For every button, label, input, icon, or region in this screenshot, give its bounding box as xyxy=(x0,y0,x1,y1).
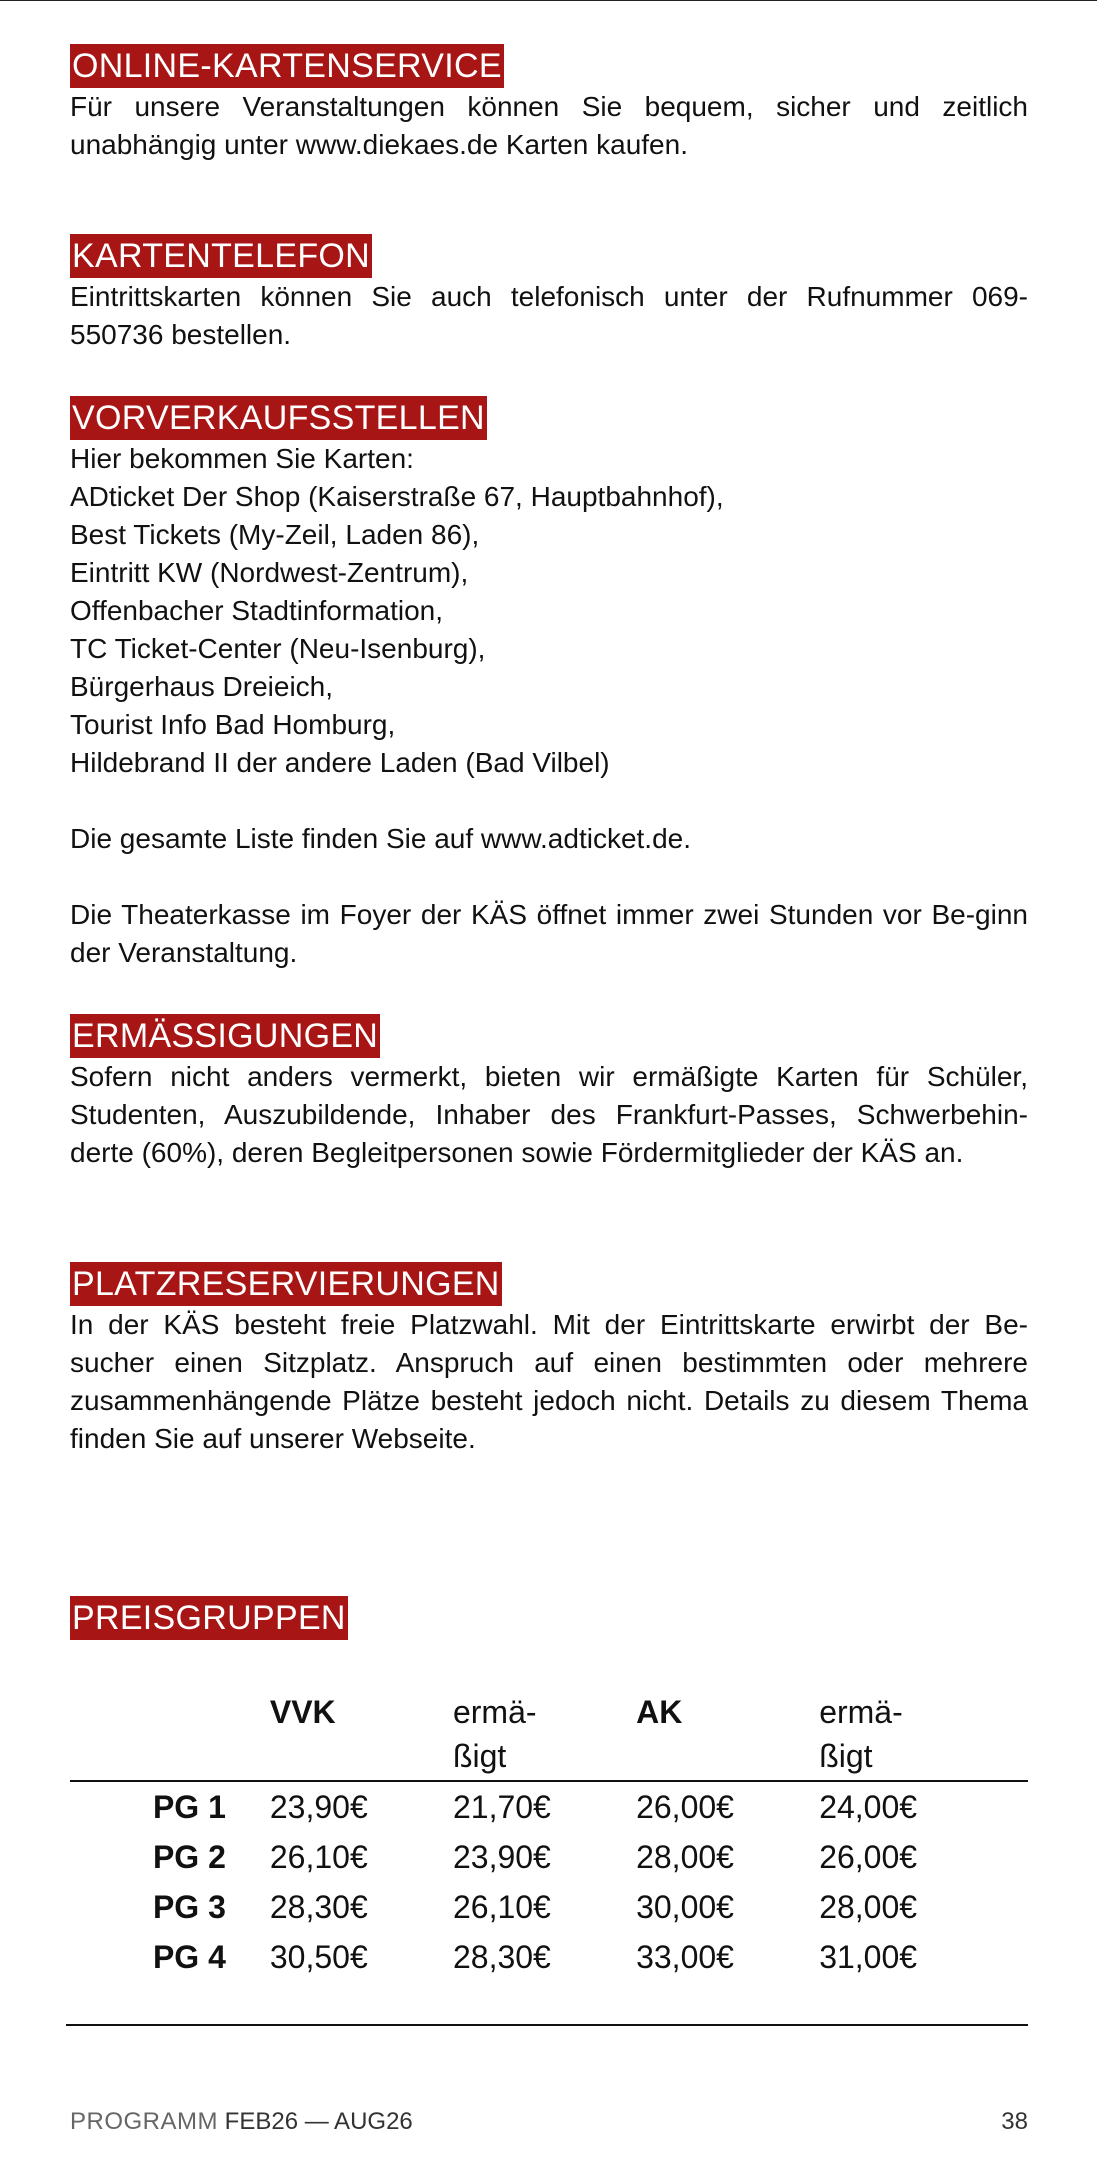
heading-seating: PLATZRESERVIERUNGEN xyxy=(70,1262,502,1306)
price-cell: 21,70€ xyxy=(452,1789,551,1825)
heading-discounts: ERMÄSSIGUNGEN xyxy=(70,1014,380,1058)
ticket-phone-text: Eintrittskarten können Sie auch telefonisch unter der Rufnummer 069-550736 bestellen. xyxy=(70,281,1028,350)
table-row xyxy=(70,1832,1028,1882)
presale-location-list xyxy=(70,478,1028,782)
spacer xyxy=(70,858,1028,896)
price-cell: 23,90€ xyxy=(452,1839,551,1875)
presale-location: ADticket Der Shop (Kaiserstraße 67, Hauptbahnhof), xyxy=(70,481,724,512)
column-header-box-office-reduced xyxy=(819,1690,1028,1781)
price-table xyxy=(70,1690,1028,1982)
price-table-header-row xyxy=(70,1690,1028,1781)
price-cell: 24,00€ xyxy=(819,1789,918,1825)
presale-location: Offenbacher Stadtinformation, xyxy=(70,595,444,626)
section-online-ticketing xyxy=(70,44,1028,164)
price-group-label: PG 1 xyxy=(152,1789,226,1825)
page-number: 38 xyxy=(1001,2108,1028,2135)
heading-ticket-phone: KARTENTELEFON xyxy=(70,234,372,278)
price-cell: 28,30€ xyxy=(269,1889,368,1925)
discounts-text: Sofern nicht anders vermerkt, bieten wir ermäßigte Karten für Schüler, Studenten, Auszubildende, Inhaber des Frankfurt-Passes, Schwerbehin-derte (60%), deren Begleitpersonen sowie Fördermitglieder der KÄS an. xyxy=(70,1061,1028,1168)
heading-price-groups: PREISGRUPPEN xyxy=(70,1596,348,1640)
presale-location: Hildebrand II der andere Laden (Bad Vilbel) xyxy=(70,747,610,778)
price-cell: 33,00€ xyxy=(636,1939,734,1975)
price-cell: 28,30€ xyxy=(452,1939,551,1975)
price-group-label: PG 4 xyxy=(152,1939,226,1975)
footer-period: FEB26 — AUG26 xyxy=(224,2108,413,2135)
column-header-presale: VVK xyxy=(270,1690,453,1781)
heading-online-ticketing: ONLINE-KARTENSERVICE xyxy=(70,44,504,88)
presale-location: TC Ticket-Center (Neu-Isenburg), xyxy=(70,633,486,664)
table-bottom-rule xyxy=(66,2024,1028,2026)
price-cell: 26,10€ xyxy=(269,1839,368,1875)
presale-location: Best Tickets (My-Zeil, Laden 86), xyxy=(70,519,480,550)
table-row xyxy=(70,1932,1028,1982)
box-office-note: Die Theaterkasse im Foyer der KÄS öffnet immer zwei Stunden vor Be-ginn der Veranstaltung. xyxy=(70,899,1028,968)
page-footer xyxy=(70,2108,1028,2138)
price-cell: 26,10€ xyxy=(452,1889,551,1925)
price-cell: 28,00€ xyxy=(819,1889,918,1925)
header-text: ermä- ßigt xyxy=(819,1694,903,1774)
presale-location: Eintritt KW (Nordwest-Zentrum), xyxy=(70,557,469,588)
footer-program: PROGRAMM xyxy=(70,2108,218,2135)
price-cell: 31,00€ xyxy=(819,1939,918,1975)
price-cell: 26,00€ xyxy=(636,1789,734,1825)
presale-location: Bürgerhaus Dreieich, xyxy=(70,671,334,702)
top-rule xyxy=(0,0,1097,1)
price-table-corner xyxy=(70,1690,270,1781)
price-cell: 23,90€ xyxy=(269,1789,368,1825)
section-ticket-phone xyxy=(70,234,1028,354)
spacer xyxy=(70,782,1028,820)
table-row xyxy=(70,1882,1028,1932)
presale-location: Tourist Info Bad Homburg, xyxy=(70,709,396,740)
online-ticketing-text: Für unsere Veranstaltungen können Sie bequem, sicher und zeitlich unabhängig unter www.diekaes.de Karten kaufen. xyxy=(70,91,1028,160)
presale-intro: Hier bekommen Sie Karten: xyxy=(70,443,414,474)
column-header-box-office: AK xyxy=(636,1690,819,1781)
price-cell: 30,00€ xyxy=(636,1889,734,1925)
section-presale-locations xyxy=(70,396,1028,972)
price-group-label: PG 3 xyxy=(152,1889,226,1925)
section-price-groups xyxy=(70,1596,1028,1640)
presale-list-note: Die gesamte Liste finden Sie auf www.adticket.de. xyxy=(70,823,692,854)
column-header-presale-reduced xyxy=(453,1690,636,1781)
footer-program-label xyxy=(70,2108,413,2136)
header-text: ermä- ßigt xyxy=(452,1694,537,1774)
price-cell: 30,50€ xyxy=(269,1939,368,1975)
table-row xyxy=(70,1781,1028,1832)
section-seating xyxy=(70,1262,1028,1458)
heading-presale-locations: VORVERKAUFSSTELLEN xyxy=(70,396,487,440)
price-cell: 26,00€ xyxy=(819,1839,918,1875)
section-discounts xyxy=(70,1014,1028,1172)
seating-text: In der KÄS besteht freie Platzwahl. Mit der Eintrittskarte erwirbt der Be-sucher einen Sitzplatz. Anspruch auf einen bestimmten oder mehrere zusammenhängende Plätze besteht jedoch nicht. Details zu diesem Thema finden Sie auf unserer Webseite. xyxy=(70,1309,1028,1454)
price-group-label: PG 2 xyxy=(152,1839,226,1875)
price-cell: 28,00€ xyxy=(636,1839,734,1875)
